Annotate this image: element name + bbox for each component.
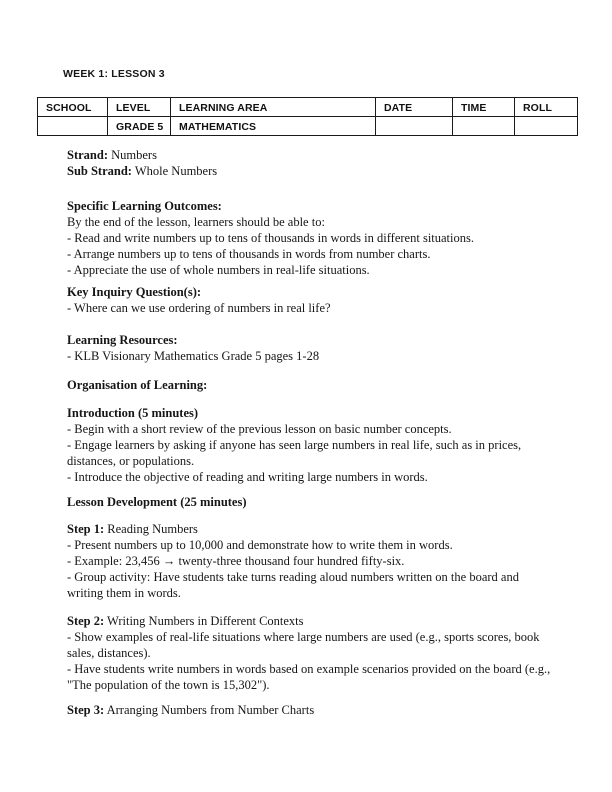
table-header-school: SCHOOL — [38, 98, 108, 117]
text-line: Organisation of Learning: — [67, 378, 208, 392]
table-header-time: TIME — [453, 98, 515, 117]
text-line: Specific Learning Outcomes: — [67, 199, 222, 213]
text-line: Sub Strand: Whole Numbers — [67, 164, 218, 178]
text-line: Step 1: Reading Numbers — [67, 522, 198, 536]
text-line: - Show examples of real-life situations where large numbers are used (e.g., sports scores, book — [67, 630, 540, 644]
page-title: WEEK 1: LESSON 3 — [63, 68, 165, 80]
text-line: - Where can we use ordering of numbers in real life? — [67, 301, 331, 315]
table-header-date: DATE — [376, 98, 453, 117]
section-step-1 — [67, 521, 597, 601]
text-line: - KLB Visionary Mathematics Grade 5 pages 1-28 — [67, 349, 320, 363]
section-lesson-development — [67, 494, 597, 510]
text-line: Step 3: Arranging Numbers from Number Charts — [67, 703, 315, 717]
text-line: Learning Resources: — [67, 333, 178, 347]
text-line: Strand: Numbers — [67, 148, 157, 162]
section-key-inquiry-questions — [67, 284, 597, 316]
text-line: sales, distances). — [67, 646, 151, 660]
text-line: - Example: 23,456 → twenty-three thousand four hundred fifty-six. — [67, 554, 405, 568]
table-header-learning-area: LEARNING AREA — [171, 98, 376, 117]
text-line: By the end of the lesson, learners should be able to: — [67, 215, 325, 229]
section-step-3 — [67, 702, 597, 718]
text-line: Introduction (5 minutes) — [67, 406, 199, 420]
table-cell-learning-area-value: MATHEMATICS — [171, 117, 376, 136]
text-line: "The population of the town is 15,302"). — [67, 678, 270, 692]
text-line: - Appreciate the use of whole numbers in real-life situations. — [67, 263, 370, 277]
text-line: - Arrange numbers up to tens of thousands in words from number charts. — [67, 247, 431, 261]
text-line: Step 2: Writing Numbers in Different Contexts — [67, 614, 304, 628]
table-header-level: LEVEL — [108, 98, 171, 117]
text-line: writing them in words. — [67, 586, 181, 600]
text-line: - Present numbers up to 10,000 and demonstrate how to write them in words. — [67, 538, 453, 552]
text-line: - Read and write numbers up to tens of thousands in words in different situations. — [67, 231, 474, 245]
text-line: - Begin with a short review of the previous lesson on basic number concepts. — [67, 422, 452, 436]
section-step-2 — [67, 613, 597, 693]
section-specific-learning-outcomes — [67, 198, 597, 278]
text-line: Lesson Development (25 minutes) — [67, 495, 247, 509]
section-learning-resources — [67, 332, 597, 364]
section-organisation-of-learning — [67, 377, 597, 393]
table-cell-level-value: GRADE 5 — [108, 117, 171, 136]
table-header-roll: ROLL — [515, 98, 578, 117]
text-line: - Have students write numbers in words based on example scenarios provided on the board (e.g., — [67, 662, 551, 676]
text-line: - Engage learners by asking if anyone has seen large numbers in real life, such as in prices, — [67, 438, 522, 452]
section-strand-info — [67, 147, 597, 179]
text-line: - Introduce the objective of reading and writing large numbers in words. — [67, 470, 428, 484]
text-line: - Group activity: Have students take turns reading aloud numbers written on the board and — [67, 570, 519, 584]
text-line: distances, or populations. — [67, 454, 195, 468]
section-introduction — [67, 405, 597, 485]
text-line: Key Inquiry Question(s): — [67, 285, 202, 299]
